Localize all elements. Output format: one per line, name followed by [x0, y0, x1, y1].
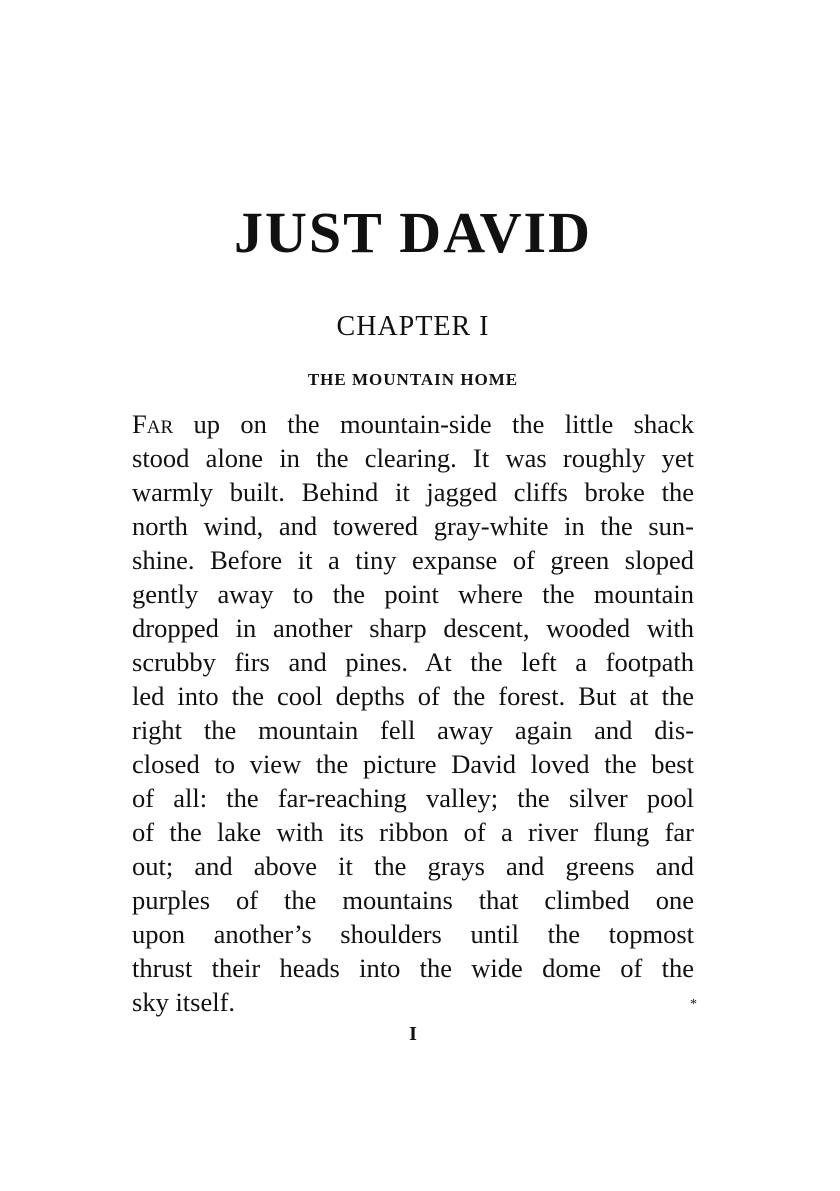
body-line: upon another’s shoulders until the topmost — [132, 919, 694, 949]
body-line: shine. Before it a tiny expanse of green sloped — [132, 545, 694, 575]
chapter-subtitle: THE MOUNTAIN HOME — [307, 370, 519, 389]
body-line: closed to view the picture David loved the best — [132, 749, 694, 779]
book-title: JUST DAVID — [234, 200, 592, 265]
body-line: right the mountain fell away again and dis- — [132, 715, 694, 745]
body-line: north wind, and towered gray-white in the sun- — [132, 511, 694, 541]
body-line: dropped in another sharp descent, wooded with — [132, 613, 694, 643]
printer-ornament-icon: * — [690, 997, 697, 1012]
body-line: purples of the mountains that climbed one — [132, 885, 694, 915]
body-line: thrust their heads into the wide dome of the — [132, 953, 694, 983]
opening-small-caps-word: Far — [132, 409, 174, 439]
body-line: stood alone in the clearing. It was roughly yet — [132, 443, 694, 473]
chapter-body-text — [132, 407, 694, 1019]
body-line — [132, 407, 694, 441]
body-line: gently away to the point where the mountain — [132, 579, 694, 609]
body-line: sky itself. — [132, 987, 236, 1017]
body-line: warmly built. Behind it jagged cliffs broke the — [132, 477, 694, 507]
body-line: out; and above it the grays and greens and — [132, 851, 694, 881]
chapter-heading: CHAPTER I — [336, 311, 490, 342]
body-line: scrubby firs and pines. At the left a footpath — [132, 647, 694, 677]
body-line: led into the cool depths of the forest. But at the — [132, 681, 694, 711]
page-number: I — [409, 1023, 417, 1045]
body-line: of the lake with its ribbon of a river flung far — [132, 817, 694, 847]
body-line: of all: the far-reaching valley; the silver pool — [132, 783, 694, 813]
body-line-text: up on the mountain-side the little shack — [173, 409, 694, 439]
